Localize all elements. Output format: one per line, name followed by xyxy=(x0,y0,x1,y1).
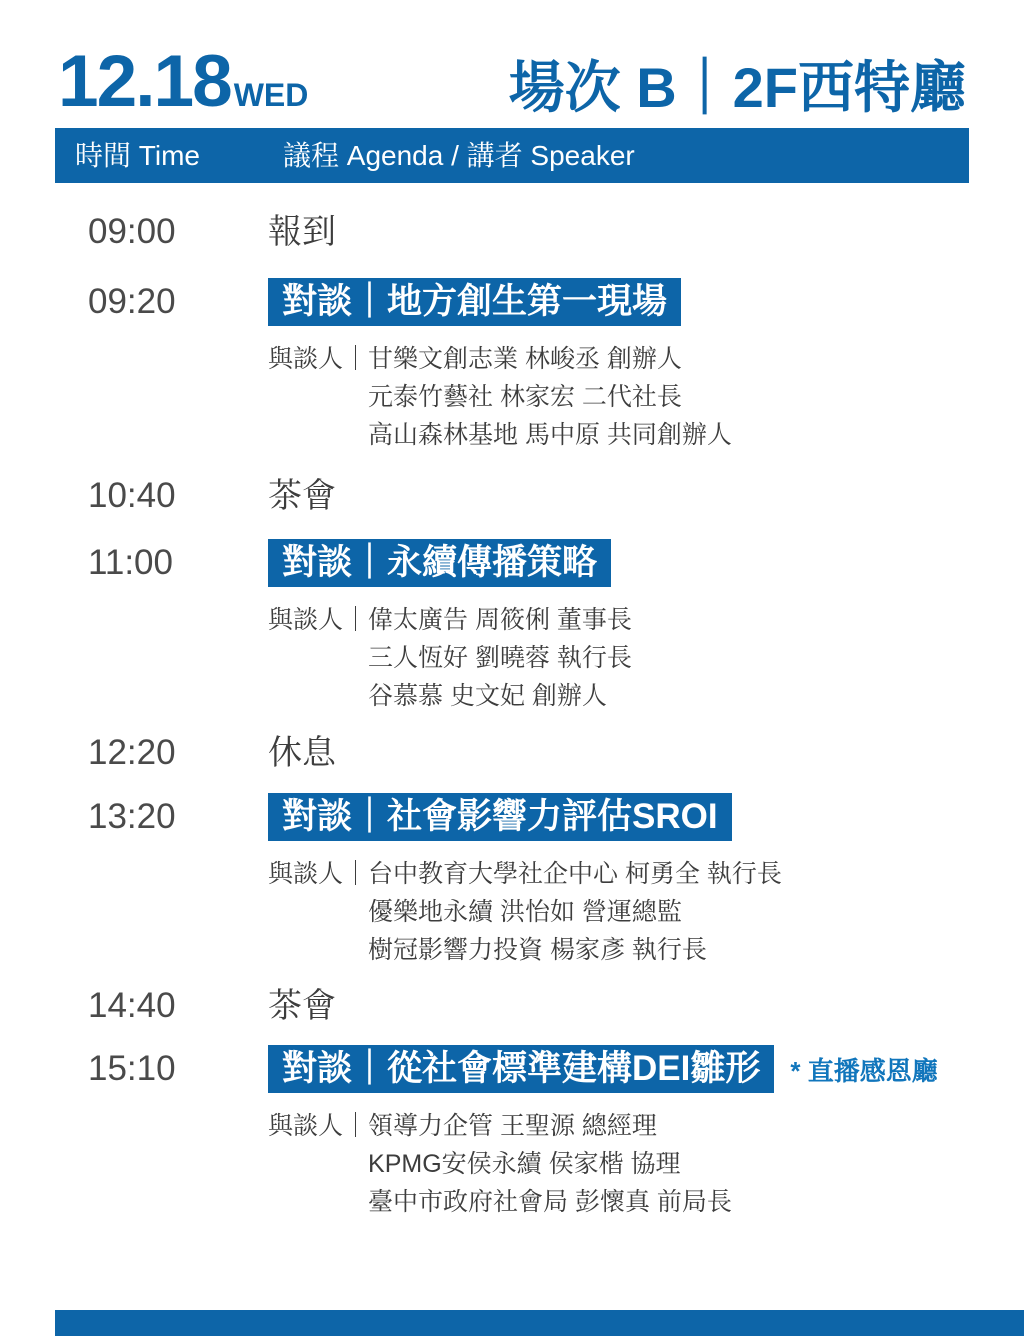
schedule-row xyxy=(88,474,1024,518)
schedule-row xyxy=(88,1045,1024,1221)
activity-title: 休息 xyxy=(268,734,336,772)
footer-bar xyxy=(55,1310,1024,1336)
speaker-line: 甘樂文創志業 林峻丞 創辦人 xyxy=(368,345,682,373)
session-content xyxy=(268,539,632,715)
date: 12.18 xyxy=(58,41,231,122)
schedule-row xyxy=(88,984,1024,1028)
session-title-badge: 對談｜社會影響力評估SROI xyxy=(268,793,732,841)
schedule-row xyxy=(88,210,1024,254)
speaker-block xyxy=(268,601,632,715)
speaker-line: 元泰竹藝社 林家宏 二代社長 xyxy=(368,383,682,411)
speaker-line: 偉太廣告 周筱俐 董事長 xyxy=(368,606,632,634)
session-content xyxy=(268,1045,938,1221)
speaker-block xyxy=(268,855,782,969)
row-time: 15:10 xyxy=(88,1049,176,1088)
session-content xyxy=(268,278,732,454)
schedule-row xyxy=(88,539,1024,715)
live-broadcast-note: * 直播感恩廳 xyxy=(790,1055,938,1086)
session-title-badge: 對談｜永續傳播策略 xyxy=(268,539,611,587)
speaker-line: 高山森林基地 馬中原 共同創辦人 xyxy=(368,421,732,449)
schedule-row xyxy=(88,793,1024,969)
session-title-line xyxy=(268,278,732,326)
weekday: WED xyxy=(233,77,309,113)
table-header-bar xyxy=(55,128,969,183)
speaker-label: 與談人｜ xyxy=(268,606,369,634)
activity-title: 茶會 xyxy=(268,477,336,515)
speaker-line: 谷慕慕 史文妃 創辦人 xyxy=(368,682,607,710)
speaker-line: 樹冠影響力投資 楊家彥 執行長 xyxy=(368,936,707,964)
activity-title: 報到 xyxy=(268,213,336,251)
row-time: 13:20 xyxy=(88,797,176,836)
row-time: 09:20 xyxy=(88,282,176,321)
session-title-line xyxy=(268,539,632,587)
speaker-block xyxy=(268,340,732,454)
session-title-badge: 對談｜從社會標準建構DEI雛形 xyxy=(268,1045,774,1093)
speaker-line: KPMG安侯永續 侯家楷 協理 xyxy=(368,1150,681,1178)
date-block xyxy=(58,40,308,123)
row-time: 10:40 xyxy=(88,476,176,515)
schedule-row xyxy=(88,731,1024,775)
session-title-line xyxy=(268,793,782,841)
speaker-lines xyxy=(368,601,632,715)
speaker-line: 領導力企管 王聖源 總經理 xyxy=(368,1112,657,1140)
activity-title: 茶會 xyxy=(268,987,336,1025)
row-time: 09:00 xyxy=(88,212,176,251)
speaker-line: 優樂地永續 洪怡如 營運總監 xyxy=(368,898,682,926)
agenda-column-header: 議程 Agenda / 講者 Speaker xyxy=(283,140,635,171)
speaker-lines xyxy=(368,340,732,454)
row-time: 11:00 xyxy=(88,543,173,582)
speaker-lines xyxy=(368,1107,732,1221)
session-title-line xyxy=(268,1045,938,1093)
session-title-badge: 對談｜地方創生第一現場 xyxy=(268,278,681,326)
speaker-label: 與談人｜ xyxy=(268,860,369,888)
speaker-line: 三人恆好 劉曉蓉 執行長 xyxy=(368,644,632,672)
row-time: 12:20 xyxy=(88,733,176,772)
schedule-row xyxy=(88,278,1024,454)
session-room-title: 場次 B｜2F西特廳 xyxy=(508,56,966,119)
row-time: 14:40 xyxy=(88,986,176,1025)
speaker-label: 與談人｜ xyxy=(268,345,369,373)
speaker-lines xyxy=(368,855,782,969)
session-content xyxy=(268,793,782,969)
speaker-line: 台中教育大學社企中心 柯勇全 執行長 xyxy=(368,860,782,888)
speaker-label: 與談人｜ xyxy=(268,1112,369,1140)
time-column-header: 時間 Time xyxy=(75,140,200,171)
speaker-line: 臺中市政府社會局 彭懷真 前局長 xyxy=(368,1188,732,1216)
speaker-block xyxy=(268,1107,938,1221)
